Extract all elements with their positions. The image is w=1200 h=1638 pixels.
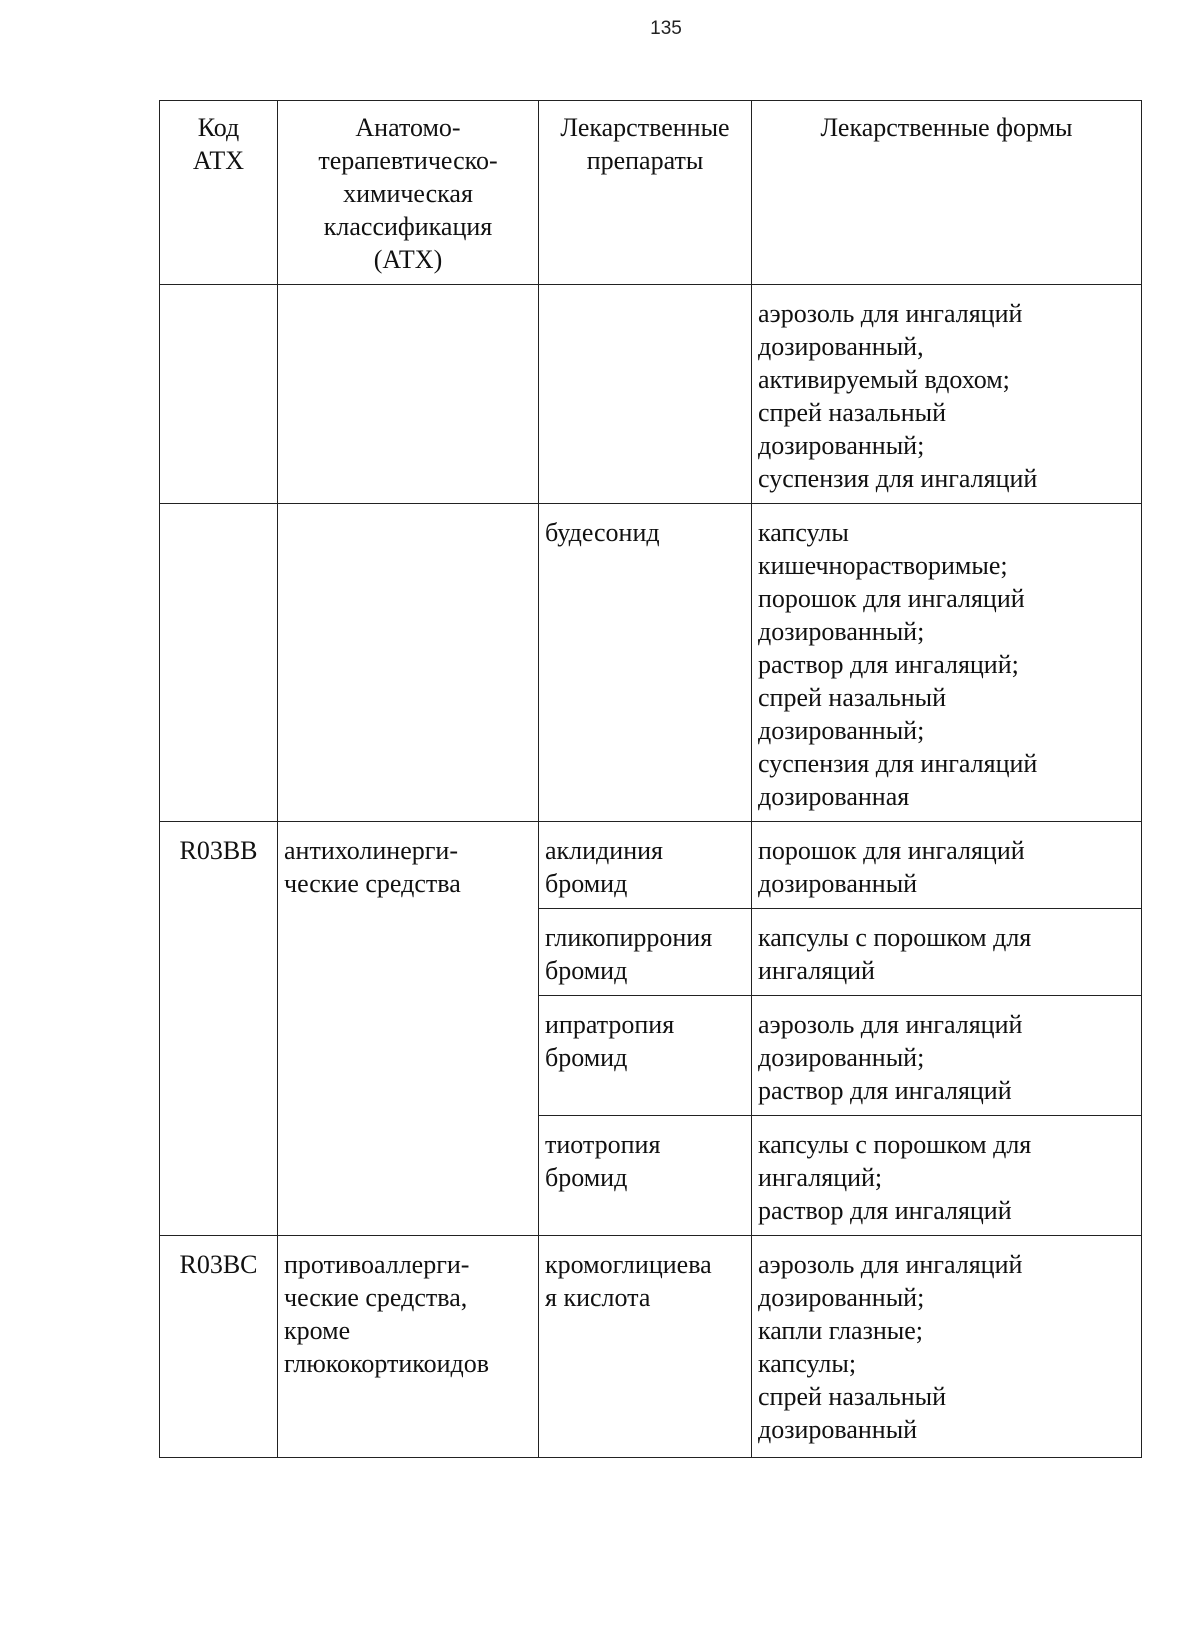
header-classification: Анатомо- терапевтическо- химическая классификация (АТХ)	[278, 101, 539, 285]
header-code: Код АТХ	[160, 101, 278, 285]
group-cell	[278, 285, 539, 504]
code-cell	[160, 285, 278, 504]
table-row	[160, 1236, 1142, 1458]
drug-cell: аклидиния бромид	[539, 822, 752, 909]
table-row	[160, 285, 1142, 504]
forms-cell: аэрозоль для ингаляций дозированный; капли глазные; капсулы; спрей назальный дозированный	[752, 1236, 1142, 1458]
group-cell: противоаллерги- ческие средства, кроме глюкокортикоидов	[278, 1236, 539, 1458]
drug-cell: кромоглициева я кислота	[539, 1236, 752, 1458]
atx-table	[159, 100, 1142, 1458]
table-header-row	[160, 101, 1142, 285]
drug-cell: ипратропия бромид	[539, 996, 752, 1116]
drug-cell	[539, 285, 752, 504]
drug-cell: будесонид	[539, 504, 752, 822]
header-drugs: Лекарственные препараты	[539, 101, 752, 285]
drug-cell: тиотропия бромид	[539, 1116, 752, 1236]
page-number: 135	[650, 18, 682, 39]
code-cell: R03BC	[160, 1236, 278, 1458]
forms-cell: порошок для ингаляций дозированный	[752, 822, 1142, 909]
header-forms: Лекарственные формы	[752, 101, 1142, 285]
forms-cell: капсулы кишечнорастворимые; порошок для ингаляций дозированный; раствор для ингаляций; спрей назальный дозированный; суспензия для ингаляций дозированная	[752, 504, 1142, 822]
group-cell: антихолинерги- ческие средства	[278, 822, 539, 1236]
drug-cell: гликопиррония бромид	[539, 909, 752, 996]
group-cell	[278, 504, 539, 822]
forms-cell: капсулы с порошком для ингаляций; раствор для ингаляций	[752, 1116, 1142, 1236]
table-row	[160, 504, 1142, 822]
code-cell	[160, 504, 278, 822]
forms-cell: аэрозоль для ингаляций дозированный; раствор для ингаляций	[752, 996, 1142, 1116]
forms-cell: аэрозоль для ингаляций дозированный, активируемый вдохом; спрей назальный дозированный; суспензия для ингаляций	[752, 285, 1142, 504]
table-row	[160, 822, 1142, 909]
code-cell: R03BB	[160, 822, 278, 1236]
forms-cell: капсулы с порошком для ингаляций	[752, 909, 1142, 996]
